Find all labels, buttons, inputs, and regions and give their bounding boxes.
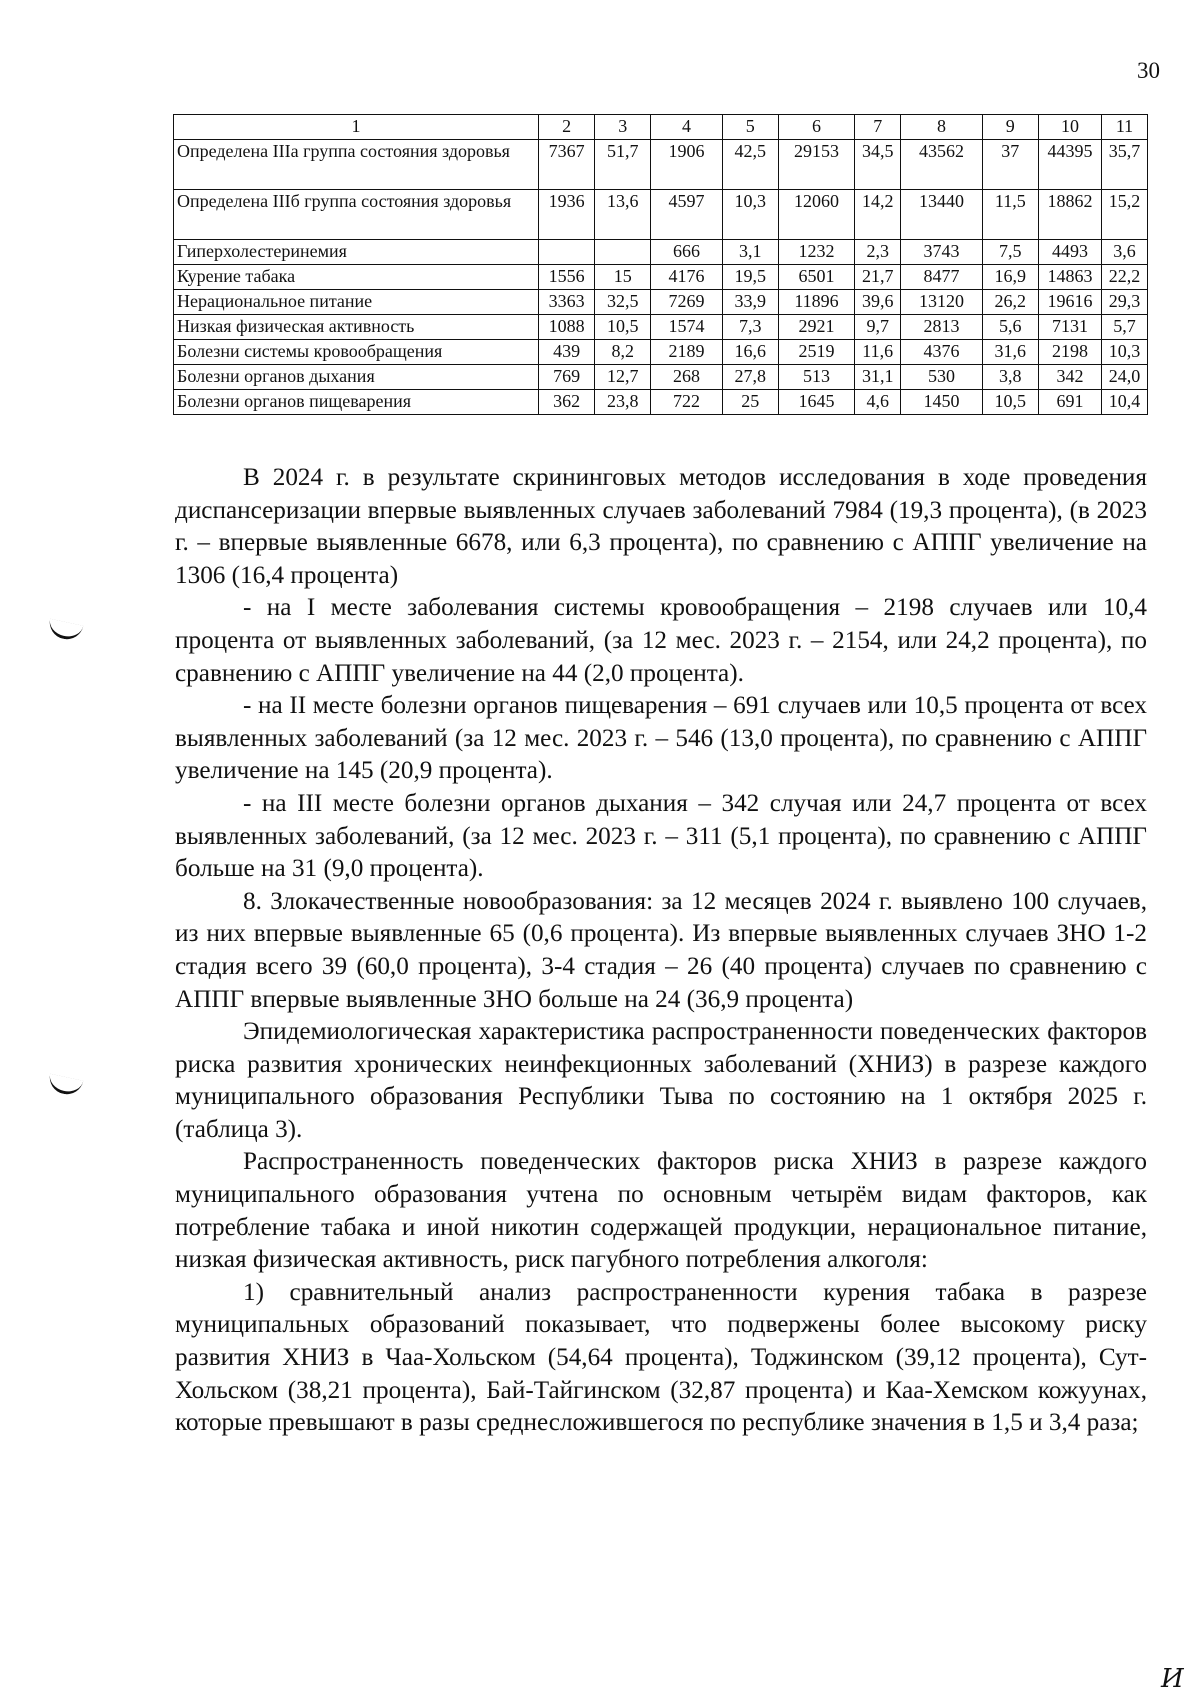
table-cell: 268 (651, 365, 722, 390)
table-cell: 12060 (778, 190, 854, 240)
table-cell: 691 (1038, 390, 1101, 415)
column-header: 1 (174, 115, 539, 140)
table-cell: 31,6 (982, 340, 1038, 365)
paragraph: - на I месте заболевания системы кровообращения – 2198 случаев или 10,4 процента от выявленных заболеваний, (за 12 мес. 2023 г. – 2154, или 24,2 процента), по сравнению с АППГ увеличение на 44 (2,0 процента). (175, 594, 1147, 687)
table-row (174, 140, 1148, 190)
table-cell: 7367 (539, 140, 595, 190)
table-cell: 29,3 (1102, 290, 1148, 315)
table-cell: 16,6 (722, 340, 778, 365)
row-label: Определена IIIа группа состояния здоровья (174, 140, 539, 190)
margin-mark (47, 1074, 84, 1098)
column-header: 8 (901, 115, 983, 140)
table-cell: 12,7 (595, 365, 651, 390)
table-cell: 3363 (539, 290, 595, 315)
table-cell: 1906 (651, 140, 722, 190)
table-cell: 3,1 (722, 240, 778, 265)
table-cell: 6501 (778, 265, 854, 290)
table-cell: 9,7 (855, 315, 901, 340)
column-header: 3 (595, 115, 651, 140)
table-cell: 1232 (778, 240, 854, 265)
table-cell: 5,7 (1102, 315, 1148, 340)
table-cell: 39,6 (855, 290, 901, 315)
row-label: Низкая физическая активность (174, 315, 539, 340)
table-cell: 8,2 (595, 340, 651, 365)
paragraph: 8. Злокачественные новообразования: за 12 месяцев 2024 г. выявлено 100 случаев, из них впервые выявленные 65 (0,6 процента). Из впервые выявленных случаев ЗНО 1-2 стадия всего 39 (60,0 процента), 3-4 стадия – 26 (40 процента) случаев по сравнению с АППГ впервые выявленные ЗНО больше на 24 (36,9 процента) (175, 887, 1147, 1013)
row-label: Болезни системы кровообращения (174, 340, 539, 365)
table-cell: 2813 (901, 315, 983, 340)
table-cell: 4493 (1038, 240, 1101, 265)
table-cell: 21,7 (855, 265, 901, 290)
table-cell: 1574 (651, 315, 722, 340)
table-cell: 29153 (778, 140, 854, 190)
table-cell: 1556 (539, 265, 595, 290)
table-row (174, 240, 1148, 265)
table-cell: 44395 (1038, 140, 1101, 190)
table-cell: 7,5 (982, 240, 1038, 265)
table-cell: 439 (539, 340, 595, 365)
table-cell: 1645 (778, 390, 854, 415)
corner-handwritten-mark: И (1161, 1664, 1184, 1694)
column-header: 10 (1038, 115, 1101, 140)
column-header: 7 (855, 115, 901, 140)
table-cell: 3,8 (982, 365, 1038, 390)
table-cell: 4,6 (855, 390, 901, 415)
row-label: Курение табака (174, 265, 539, 290)
table-cell (539, 240, 595, 265)
table-cell: 10,3 (722, 190, 778, 240)
table-cell: 2519 (778, 340, 854, 365)
row-label: Гиперхолестеринемия (174, 240, 539, 265)
table-cell: 35,7 (1102, 140, 1148, 190)
table-cell: 3743 (901, 240, 983, 265)
table-cell: 22,2 (1102, 265, 1148, 290)
table-cell: 530 (901, 365, 983, 390)
column-header: 11 (1102, 115, 1148, 140)
table-row (174, 265, 1148, 290)
table-cell: 11,5 (982, 190, 1038, 240)
table-cell: 7269 (651, 290, 722, 315)
table-cell: 15,2 (1102, 190, 1148, 240)
table-row (174, 390, 1148, 415)
table-row (174, 340, 1148, 365)
table-header-row (174, 115, 1148, 140)
row-label: Нерациональное питание (174, 290, 539, 315)
paragraph: Распространенность поведенческих факторов риска ХНИЗ в разрезе каждого муниципального образования учтена по основным четырём видам факторов, как потребление табака и иной никотин содержащей продукции, нерациональное питание, низкая физическая активность, риск пагубного потребления алкоголя: (175, 1148, 1147, 1274)
table-cell: 42,5 (722, 140, 778, 190)
table-row (174, 190, 1148, 240)
table-cell: 10,5 (595, 315, 651, 340)
column-header: 4 (651, 115, 722, 140)
table-cell: 769 (539, 365, 595, 390)
table-cell: 26,2 (982, 290, 1038, 315)
page-number: 30 (1137, 58, 1160, 83)
table-cell: 2198 (1038, 340, 1101, 365)
column-header: 9 (982, 115, 1038, 140)
table-cell: 1450 (901, 390, 983, 415)
table-cell: 7131 (1038, 315, 1101, 340)
row-label: Болезни органов дыхания (174, 365, 539, 390)
paragraph: - на II месте болезни органов пищеварения – 691 случаев или 10,5 процента от всех выявленных заболеваний (за 12 мес. 2023 г. – 546 (13,0 процента), по сравнению с АППГ увеличение на 145 (20,9 процента). (175, 692, 1147, 785)
table-cell: 362 (539, 390, 595, 415)
table-cell (595, 240, 651, 265)
paragraph: В 2024 г. в результате скрининговых методов исследования в ходе проведения диспансеризации впервые выявленных случаев заболеваний 7984 (19,3 процента), (в 2023 г. – впервые выявленные 6678, или 6,3 процента), по сравнению с АППГ увеличение на 1306 (16,4 процента) (175, 464, 1147, 589)
table-cell: 8477 (901, 265, 983, 290)
table-cell: 2921 (778, 315, 854, 340)
table-cell: 1936 (539, 190, 595, 240)
table-cell: 5,6 (982, 315, 1038, 340)
table-cell: 13120 (901, 290, 983, 315)
table-cell: 513 (778, 365, 854, 390)
paragraph: - на III месте болезни органов дыхания – 342 случая или 24,7 процента от всех выявленных заболеваний, (за 12 мес. 2023 г. – 311 (5,1 процента), по сравнению с АППГ больше на 31 (9,0 процента). (175, 789, 1147, 883)
table-cell: 666 (651, 240, 722, 265)
table-cell: 2,3 (855, 240, 901, 265)
table-cell: 2189 (651, 340, 722, 365)
table-cell: 10,3 (1102, 340, 1148, 365)
table-cell: 23,8 (595, 390, 651, 415)
table-cell: 15 (595, 265, 651, 290)
column-header: 6 (778, 115, 854, 140)
table-cell: 7,3 (722, 315, 778, 340)
table-cell: 13,6 (595, 190, 651, 240)
table-cell: 31,1 (855, 365, 901, 390)
table-row (174, 290, 1148, 315)
table-cell: 27,8 (722, 365, 778, 390)
table-cell: 43562 (901, 140, 983, 190)
table-cell: 11,6 (855, 340, 901, 365)
table-cell: 14,2 (855, 190, 901, 240)
table-cell: 19,5 (722, 265, 778, 290)
table-cell: 342 (1038, 365, 1101, 390)
table-cell: 4597 (651, 190, 722, 240)
table-cell: 19616 (1038, 290, 1101, 315)
table-cell: 13440 (901, 190, 983, 240)
table-cell: 4176 (651, 265, 722, 290)
column-header: 5 (722, 115, 778, 140)
table-row (174, 315, 1148, 340)
column-header: 2 (539, 115, 595, 140)
table-cell: 51,7 (595, 140, 651, 190)
row-label: Определена IIIб группа состояния здоровья (174, 190, 539, 240)
table-cell: 4376 (901, 340, 983, 365)
row-label: Болезни органов пищеварения (174, 390, 539, 415)
table-cell: 1088 (539, 315, 595, 340)
table-cell: 25 (722, 390, 778, 415)
margin-mark (47, 619, 84, 643)
table-cell: 18862 (1038, 190, 1101, 240)
table-cell: 37 (982, 140, 1038, 190)
table-cell: 16,9 (982, 265, 1038, 290)
paragraph: Эпидемиологическая характеристика распространенности поведенческих факторов риска развития хронических неинфекционных заболеваний (ХНИЗ) в разрезе каждого муниципального образования Республики Тыва по состоянию на 1 октября 2025 г. (таблица 3). (175, 1018, 1147, 1143)
table-cell: 3,6 (1102, 240, 1148, 265)
statistics-table (173, 114, 1148, 415)
table-cell: 33,9 (722, 290, 778, 315)
table-cell: 11896 (778, 290, 854, 315)
table-cell: 10,4 (1102, 390, 1148, 415)
table-cell: 722 (651, 390, 722, 415)
table-row (174, 365, 1148, 390)
table-cell: 10,5 (982, 390, 1038, 415)
paragraph: 1) сравнительный анализ распространенности курения табака в разрезе муниципальных образований показывает, что подвержены более высокому риску развития ХНИЗ в Чаа-Хольском (54,64 процента), Тоджинском (39,12 процента), Сут-Хольском (38,21 процента), Бай-Тайгинском (32,87 процента) и Каа-Хемском кожуунах, которые превышают в разы среднесложившегося по республике значения в 1,5 и 3,4 раза; (175, 1278, 1147, 1437)
table-cell: 24,0 (1102, 365, 1148, 390)
table-cell: 34,5 (855, 140, 901, 190)
table-cell: 14863 (1038, 265, 1101, 290)
table-cell: 32,5 (595, 290, 651, 315)
body-text (175, 462, 1147, 1440)
